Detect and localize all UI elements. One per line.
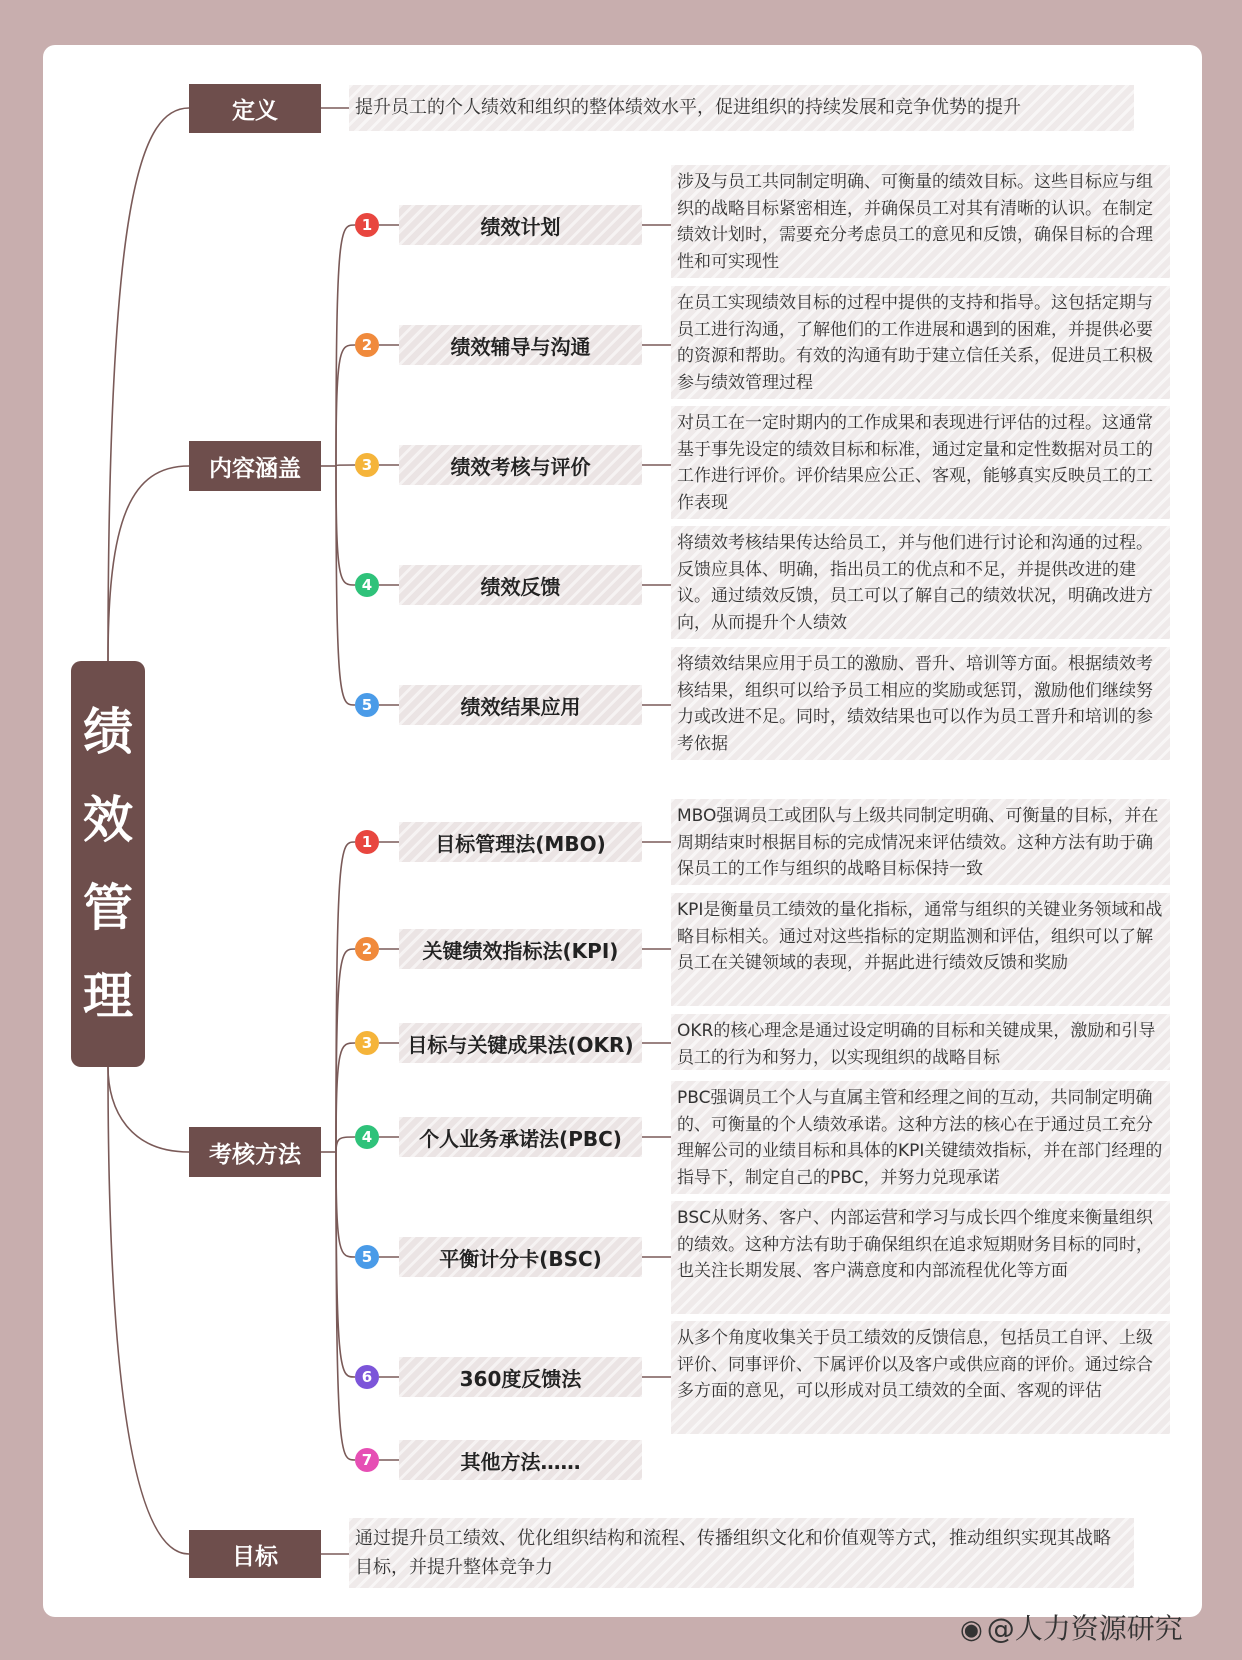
content-item-number-badge: 4: [355, 573, 379, 597]
root-to-definition-line: [108, 108, 189, 661]
category-goal: 目标: [189, 1530, 321, 1578]
method-item-description: KPI是衡量员工绩效的量化指标，通常与组织的关键业务领域和战略目标相关。通过对这些指标的定期监测和评估，组织可以了解员工在关键领域的表现，并据此进行绩效反馈和奖励: [671, 893, 1170, 1006]
method-item-number-badge: 5: [355, 1245, 379, 1269]
method-item-title: 平衡计分卡(BSC): [399, 1237, 642, 1277]
definition-text: 提升员工的个人绩效和组织的整体绩效水平，促进组织的持续发展和竞争优势的提升: [349, 85, 1134, 131]
method-item-description: PBC强调员工个人与直属主管和经理之间的互动，共同制定明确的、可衡量的个人绩效承诺。这种方法的核心在于通过员工充分理解公司的业绩目标和具体的KPI关键绩效指标，并在部门经理的指导下，制定自己的PBC，并努力兑现承诺: [671, 1081, 1170, 1194]
content-item-number-badge: 3: [355, 453, 379, 477]
content-item-title: 绩效结果应用: [399, 685, 642, 725]
method-item-title: 其他方法……: [399, 1440, 642, 1480]
content-branch-line: [336, 465, 355, 466]
content-item-number-badge: 1: [355, 213, 379, 237]
weibo-icon: ◉: [960, 1615, 983, 1645]
content-item-title: 绩效考核与评价: [399, 445, 642, 485]
method-item-title: 目标管理法(MBO): [399, 822, 642, 862]
method-item-title: 个人业务承诺法(PBC): [399, 1117, 642, 1157]
root-to-methods-line: [108, 1067, 189, 1152]
method-item-number-badge: 3: [355, 1031, 379, 1055]
content-item-description: 将绩效结果应用于员工的激励、晋升、培训等方面。根据绩效考核结果，组织可以给予员工相应的奖励或惩罚，激励他们继续努力或改进不足。同时，绩效结果也可以作为员工晋升和培训的参考依据: [671, 647, 1170, 760]
method-item-number-badge: 6: [355, 1365, 379, 1389]
goal-text: 通过提升员工绩效、优化组织结构和流程、传播组织文化和价值观等方式，推动组织实现其战略目标，并提升整体竞争力: [349, 1518, 1134, 1588]
content-item-description: 在员工实现绩效目标的过程中提供的支持和指导。这包括定期与员工进行沟通，了解他们的工作进展和遇到的困难，并提供必要的资源和帮助。有效的沟通有助于建立信任关系，促进员工积极参与绩效管理过程: [671, 286, 1170, 399]
content-item-title: 绩效辅导与沟通: [399, 325, 642, 365]
method-item-number-badge: 2: [355, 937, 379, 961]
method-item-title: 关键绩效指标法(KPI): [399, 929, 642, 969]
method-branch-line: [336, 1152, 355, 1257]
content-item-title: 绩效反馈: [399, 565, 642, 605]
content-item-number-badge: 5: [355, 693, 379, 717]
content-item-title: 绩效计划: [399, 205, 642, 245]
method-branch-line: [336, 1137, 355, 1152]
content-item-description: 涉及与员工共同制定明确、可衡量的绩效目标。这些目标应与组织的战略目标紧密相连，并确保员工对其有清晰的认识。在制定绩效计划时，需要充分考虑员工的意见和反馈，确保目标的合理性和可实现性: [671, 165, 1170, 278]
root-title: 绩效管理: [83, 703, 133, 1025]
content-branch-line: [336, 345, 355, 466]
category-definition: 定义: [189, 84, 321, 133]
content-branch-line: [336, 466, 355, 585]
method-item-description: 从多个角度收集关于员工绩效的反馈信息，包括员工自评、上级评价、同事评价、下属评价以及客户或供应商的评价。通过综合多方面的意见，可以形成对员工绩效的全面、客观的评估: [671, 1321, 1170, 1434]
content-item-description: 将绩效考核结果传达给员工，并与他们进行讨论和沟通的过程。反馈应具体、明确，指出员工的优点和不足，并提供改进的建议。通过绩效反馈，员工可以了解自己的绩效状况，明确改进方向，从而提升个人绩效: [671, 526, 1170, 639]
content-item-number-badge: 2: [355, 333, 379, 357]
method-branch-line: [336, 1152, 355, 1460]
category-methods: 考核方法: [189, 1127, 321, 1177]
content-item-description: 对员工在一定时期内的工作成果和表现进行评估的过程。这通常基于事先设定的绩效目标和标准，通过定量和定性数据对员工的工作进行评价。评价结果应公正、客观，能够真实反映员工的工作表现: [671, 406, 1170, 519]
root-to-goal-line: [108, 1067, 189, 1554]
category-content: 内容涵盖: [189, 441, 321, 491]
watermark: [960, 1607, 1183, 1647]
method-item-number-badge: 7: [355, 1448, 379, 1472]
method-item-number-badge: 1: [355, 830, 379, 854]
method-item-description: BSC从财务、客户、内部运营和学习与成长四个维度来衡量组织的绩效。这种方法有助于确保组织在追求短期财务目标的同时，也关注长期发展、客户满意度和内部流程优化等方面: [671, 1201, 1170, 1314]
method-branch-line: [336, 1152, 355, 1377]
method-item-description: MBO强调员工或团队与上级共同制定明确、可衡量的目标，并在周期结束时根据目标的完成情况来评估绩效。这种方法有助于确保员工的工作与组织的战略目标保持一致: [671, 799, 1170, 885]
method-branch-line: [336, 1043, 355, 1152]
watermark-text: @人力资源研究: [986, 1612, 1183, 1645]
root-node: [71, 661, 145, 1067]
root-to-content-line: [108, 466, 189, 661]
method-branch-line: [336, 949, 355, 1152]
method-item-title: 目标与关键成果法(OKR): [399, 1023, 642, 1063]
method-item-description: OKR的核心理念是通过设定明确的目标和关键成果，激励和引导员工的行为和努力，以实现组织的战略目标: [671, 1014, 1170, 1070]
method-item-number-badge: 4: [355, 1125, 379, 1149]
method-item-title: 360度反馈法: [399, 1357, 642, 1397]
